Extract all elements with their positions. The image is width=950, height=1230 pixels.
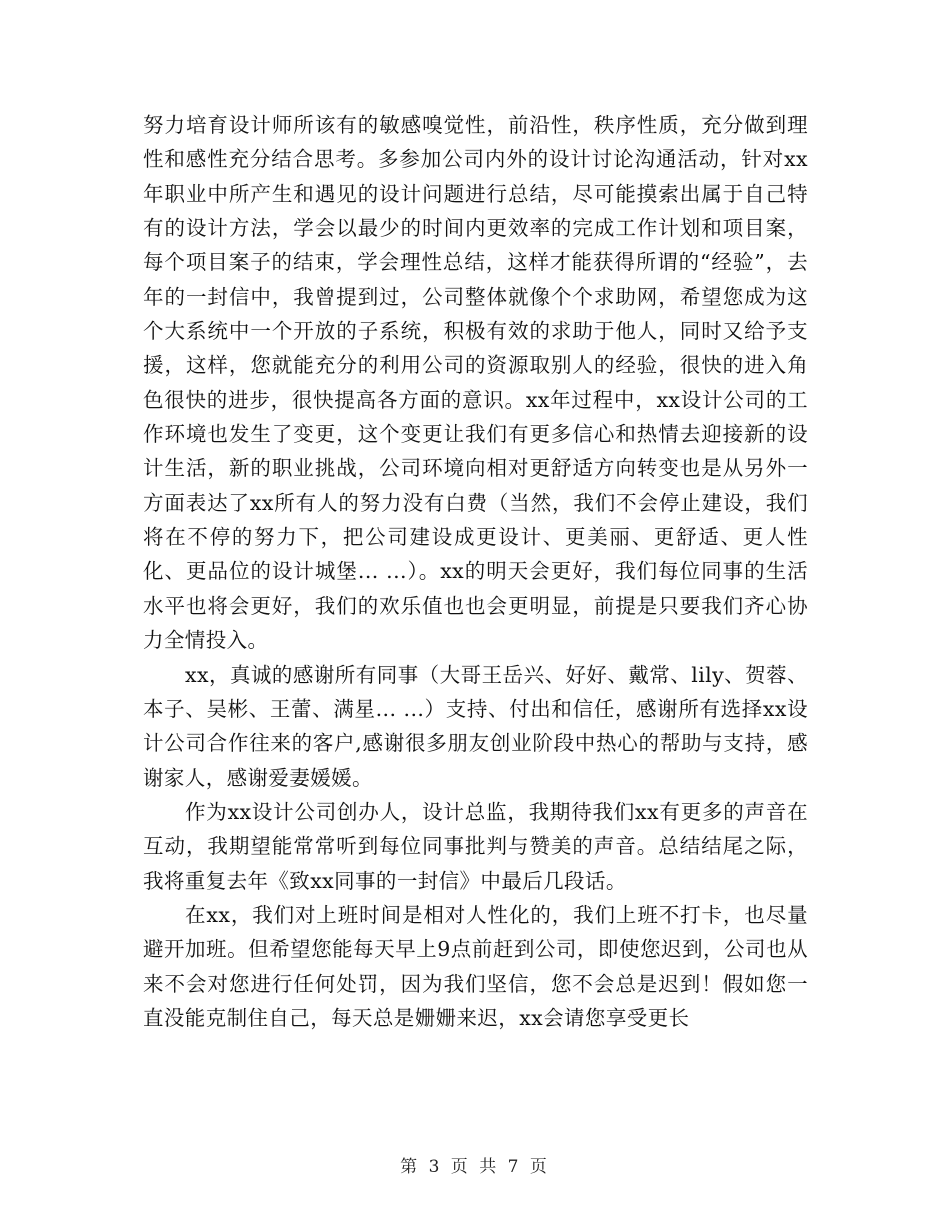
paragraph-4: 在xx，我们对上班时间是相对人性化的，我们上班不打卡，也尽量避开加班。但希望您能每天早上9点前赶到公司，即使您迟到，公司也从来不会对您进行任何处罚，因为我们坚信，您不会总是迟到！假如您一直没能克制住自己，每天总是姗姗来迟，xx会请您享受更长 [143, 902, 808, 1030]
paragraph-1: 努力培育设计师所该有的敏感嗅觉性，前沿性，秩序性质，充分做到理性和感性充分结合思考。多参加公司内外的设计讨论沟通活动，针对xx年职业中所产生和遇见的设计问题进行总结，尽可能摸索出属于自己特有的设计方法，学会以最少的时间内更效率的完成工作计划和项目案，每个项目案子的结束，学会理性总结，这样才能获得所谓的“经验”，去年的一封信中，我曾提到过，公司整体就像个个求助网，希望您成为这个大系统中一个开放的子系统，积极有效的求助于他人，同时又给予支援，这样，您就能充分的利用公司的资源取别人的经验，很快的进入角色很快的进步，很快提高各方面的意识。xx年过程中，xx设计公司的工作环境也发生了变更，这个变更让我们有更多信心和热情去迎接新的设计生活，新的职业挑战，公司环境向相对更舒适方向转变也是从另外一方面表达了xx所有人的努力没有白费（当然，我们不会停止建设，我们将在不停的努力下，把公司建设成更设计、更美丽、更舒适、更人性化、更品位的设计城堡... ...）。xx的明天会更好，我们每位同事的生活水平也将会更好，我们的欢乐值也也会更明显，前提是只要我们齐心协力全情投入。 [143, 113, 808, 653]
page-number-footer: 第 3 页 共 7 页 [400, 1157, 550, 1177]
paragraph-2: xx，真诚的感谢所有同事（大哥王岳兴、好好、戴常、lily、贺蓉、本子、吴彬、王蕾、满星... ...）支持、付出和信任，感谢所有选择xx设计公司合作往来的客户,感谢很多朋友创业阶段中热心的帮助与支持，感谢家人，感谢爱妻媛媛。 [143, 662, 808, 790]
paragraph-3: 作为xx设计公司创办人，设计总监，我期待我们xx有更多的声音在互动，我期望能常常听到每位同事批判与赞美的声音。总结结尾之际，我将重复去年《致xx同事的一封信》中最后几段话。 [143, 799, 808, 893]
document-body [143, 108, 808, 1035]
